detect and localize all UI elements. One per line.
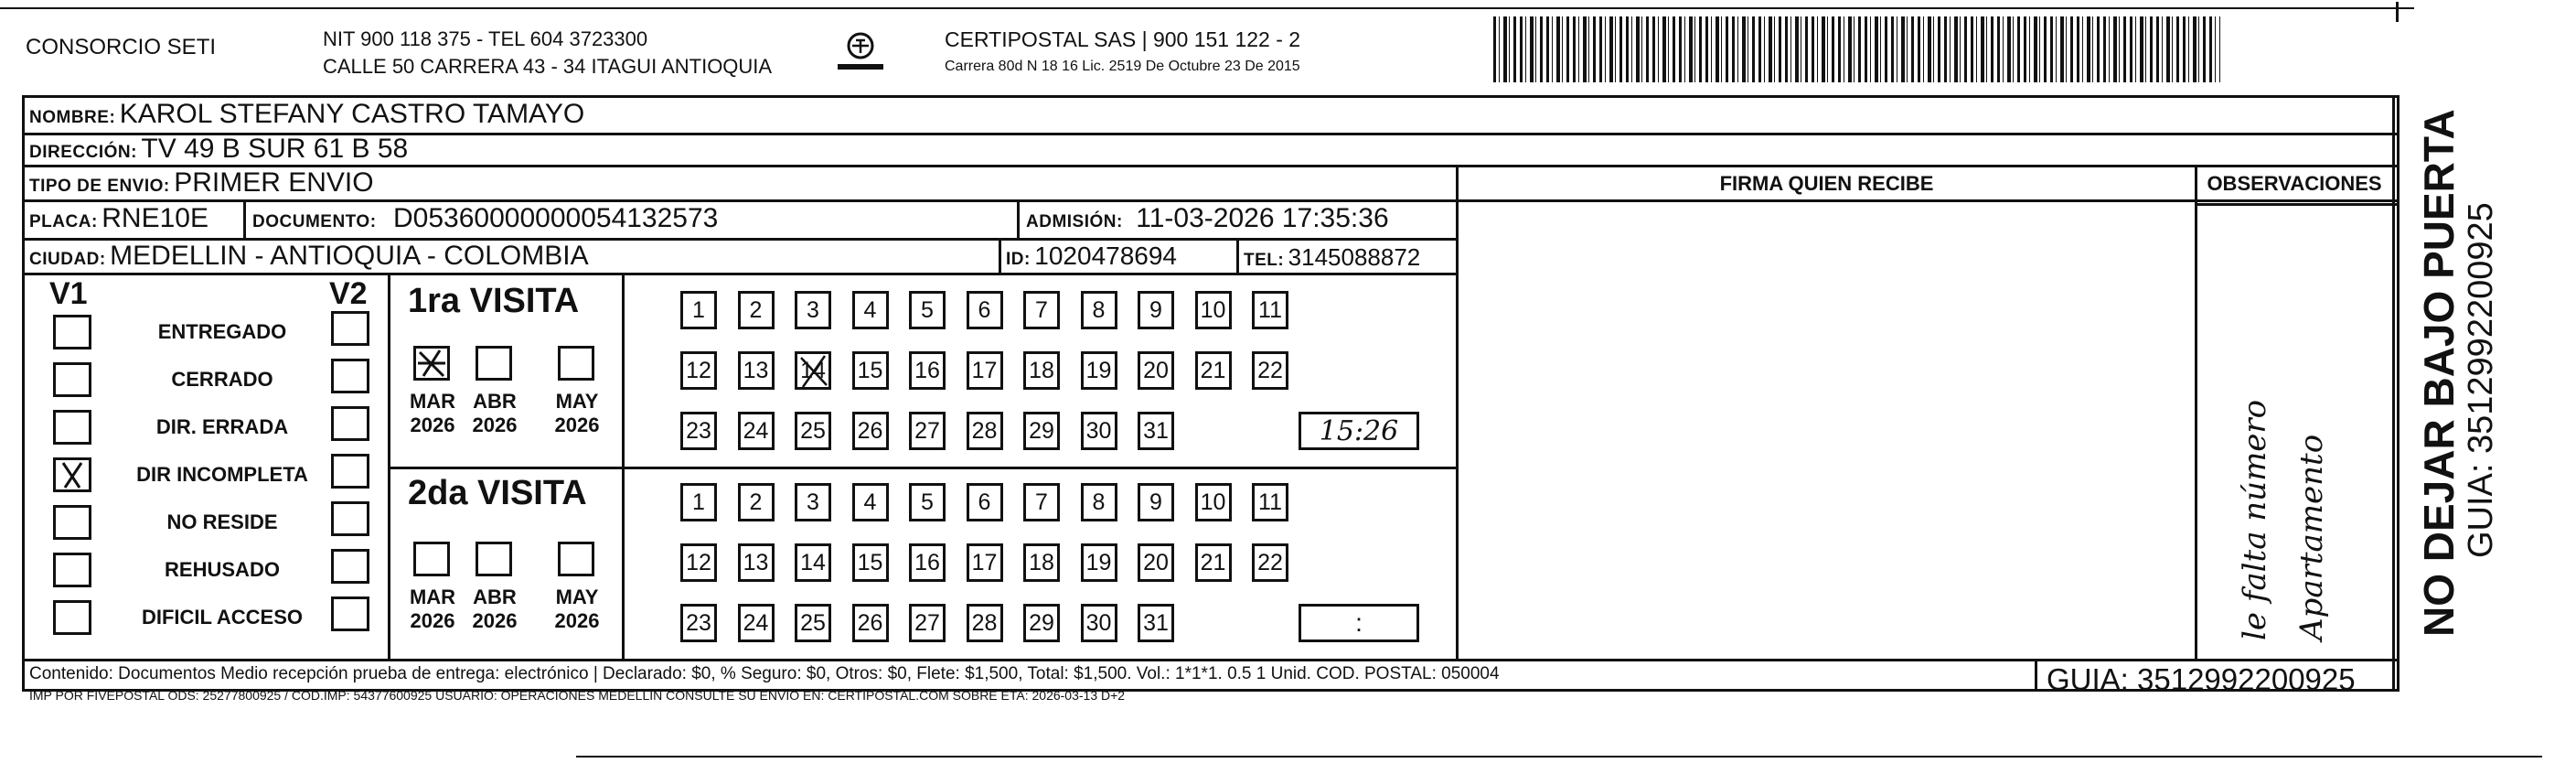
- row-line: [22, 199, 2400, 202]
- visit2-day-box[interactable]: [967, 543, 1003, 582]
- day-number: 28: [971, 609, 998, 636]
- visit2-day-box[interactable]: [967, 483, 1003, 521]
- footer-contenido: Contenido: Documentos Medio recepción prueba de entrega: electrónico | Declarado: $0, % Seguro: $0, Otros: $0, Flete: $1,500, Total: $1,500. Vol.: 1*1*1. 0.5 1 Unid. COD. POSTAL: 050004: [29, 664, 1500, 683]
- day-number: 13: [743, 549, 769, 575]
- admision-label: ADMISIÓN:: [1026, 212, 1123, 231]
- visit1-day-box[interactable]: [1081, 291, 1117, 329]
- day-number: 8: [1092, 489, 1106, 515]
- observaciones-note-1: le falta número: [2237, 399, 2273, 640]
- visit2-day-box[interactable]: [909, 604, 946, 642]
- col-line: [2195, 165, 2197, 659]
- visit2-day-box[interactable]: [1252, 543, 1288, 582]
- col-line: [2035, 659, 2037, 692]
- visit2-day-box[interactable]: [1081, 483, 1117, 521]
- visit2-day-box[interactable]: [680, 604, 717, 642]
- direccion-label: DIRECCIÓN:: [29, 143, 137, 162]
- day-number: 16: [914, 549, 940, 575]
- admision-value: 11-03-2026 17:35:36: [1136, 203, 1389, 233]
- visit1-day-box[interactable]: [967, 351, 1003, 390]
- tel-row: [1244, 243, 1420, 272]
- visit2-day-box[interactable]: [1023, 604, 1060, 642]
- side-guia: GUIA: 3512992200925: [2462, 202, 2500, 558]
- visit1-month-checkbox[interactable]: [476, 346, 512, 381]
- visit1-day-box[interactable]: [967, 412, 1003, 450]
- v2-checkbox[interactable]: [331, 406, 369, 441]
- row-line: [22, 165, 2400, 167]
- v1-checkbox[interactable]: [53, 457, 91, 492]
- day-number: 9: [1149, 489, 1162, 515]
- license-line: Carrera 80d N 18 16 Lic. 2519 De Octubre 23 De 2015: [945, 59, 1300, 74]
- observaciones-note-2: Apartamento: [2293, 434, 2330, 640]
- ciudad-value: MEDELLIN - ANTIOQUIA - COLOMBIA: [110, 241, 589, 271]
- documento-label: DOCUMENTO:: [252, 212, 377, 231]
- visit1-day-box[interactable]: [967, 291, 1003, 329]
- day-number: 25: [800, 417, 826, 444]
- day-number: 27: [914, 609, 940, 636]
- reason-label: ENTREGADO: [157, 320, 287, 343]
- day-number: 4: [863, 489, 877, 515]
- day-number: 2: [749, 489, 763, 515]
- visit2-day-box[interactable]: [795, 543, 831, 582]
- day-number: 23: [686, 417, 711, 444]
- day-number: 6: [978, 296, 991, 323]
- day-number: 4: [863, 296, 877, 323]
- visit2-day-box[interactable]: [852, 604, 889, 642]
- visit1-day-box[interactable]: [680, 351, 717, 390]
- reason-label: DIR INCOMPLETA: [136, 463, 308, 486]
- year-label: 2026: [410, 414, 455, 436]
- day-number: 24: [743, 417, 769, 444]
- visit2-day-box[interactable]: [1138, 483, 1174, 521]
- admision-row: [1026, 203, 1389, 234]
- documento-row: [252, 203, 718, 234]
- nombre-value: KAROL STEFANY CASTRO TAMAYO: [119, 99, 585, 129]
- day-number: 22: [1257, 549, 1283, 575]
- col-line: [1456, 165, 1459, 659]
- reason-label: CERRADO: [171, 368, 273, 391]
- col-line: [999, 238, 1001, 273]
- month-label: MAY: [555, 390, 599, 413]
- day-number: 18: [1029, 549, 1054, 575]
- day-number: 3: [807, 296, 819, 323]
- visit1-month-checkbox[interactable]: [413, 346, 450, 381]
- visit2-day-box[interactable]: [1023, 483, 1060, 521]
- v1-checkbox[interactable]: [53, 505, 91, 540]
- day-number: 3: [807, 489, 819, 515]
- visit1-day-box[interactable]: [1081, 412, 1117, 450]
- visit2-day-box[interactable]: [1252, 483, 1288, 521]
- day-number: 16: [914, 357, 940, 383]
- day-number: 10: [1200, 489, 1226, 515]
- day-number: 31: [1143, 417, 1169, 444]
- visit1-day-box[interactable]: [909, 291, 946, 329]
- reason-label: NO RESIDE: [166, 510, 278, 533]
- v2-checkbox[interactable]: [331, 311, 369, 346]
- day-number: 7: [1035, 489, 1048, 515]
- visit1-month-checkbox[interactable]: [558, 346, 594, 381]
- year-label: 2026: [410, 609, 455, 632]
- day-number: 5: [921, 296, 934, 323]
- v1-checkbox[interactable]: [53, 315, 91, 349]
- id-value: 1020478694: [1034, 242, 1178, 270]
- year-label: 2026: [554, 414, 600, 436]
- nombre-label: NOMBRE:: [29, 108, 116, 127]
- day-number: 27: [914, 417, 940, 444]
- v2-checkbox[interactable]: [331, 454, 369, 489]
- visit2-day-box[interactable]: [680, 543, 717, 582]
- row-line: [2195, 203, 2400, 206]
- tipo-row: [29, 167, 374, 199]
- visit1-day-box[interactable]: [1023, 412, 1060, 450]
- day-number: 13: [743, 357, 769, 383]
- certipostal-logo: [834, 31, 887, 79]
- day-number: 12: [686, 549, 711, 575]
- v1-checkbox[interactable]: [53, 600, 91, 635]
- col-line: [1236, 238, 1239, 273]
- checkmark-icon: [416, 349, 447, 378]
- placa-row: [29, 203, 208, 234]
- visit2-time-box[interactable]: [1299, 604, 1419, 642]
- bottom-scan-line: [576, 756, 2542, 758]
- day-number: 5: [921, 489, 934, 515]
- visit2-day-box[interactable]: [680, 483, 717, 521]
- visit2-day-box[interactable]: [738, 543, 775, 582]
- checkmark-icon: [56, 460, 89, 489]
- year-label: 2026: [472, 414, 518, 436]
- placa-label: PLACA:: [29, 212, 98, 231]
- visit2-day-box[interactable]: [795, 483, 831, 521]
- day-number: 9: [1149, 296, 1162, 323]
- day-number: 31: [1143, 609, 1169, 636]
- v1-checkbox[interactable]: [53, 410, 91, 445]
- visit1-day-box[interactable]: [738, 412, 775, 450]
- visit1-day-box[interactable]: [1252, 291, 1288, 329]
- visit2-day-box[interactable]: [795, 604, 831, 642]
- month-label: ABR: [473, 390, 517, 413]
- visit2-day-box[interactable]: [738, 604, 775, 642]
- month-label: MAR: [409, 390, 456, 413]
- tipo-label: TIPO DE ENVIO:: [29, 177, 170, 196]
- footer-guia: GUIA: 3512992200925: [2047, 662, 2356, 696]
- day-number: 19: [1085, 549, 1112, 575]
- visit2-day-box[interactable]: [852, 483, 889, 521]
- visit1-day-box[interactable]: [1252, 351, 1288, 390]
- month-label: MAY: [555, 586, 599, 608]
- top-divider-tick: [2396, 2, 2399, 22]
- visit1-day-box[interactable]: [1023, 351, 1060, 390]
- visit2-day-box[interactable]: [1081, 543, 1117, 582]
- day-number: 18: [1029, 357, 1054, 383]
- visit2-day-box[interactable]: [738, 483, 775, 521]
- visit1-day-box[interactable]: [852, 351, 889, 390]
- day-number: 6: [978, 489, 991, 515]
- visit2-day-box[interactable]: [1195, 483, 1232, 521]
- day-number: 29: [1029, 417, 1054, 444]
- visit2-day-box[interactable]: [1023, 543, 1060, 582]
- col-line: [1017, 199, 1020, 238]
- visit1-day-box[interactable]: [1195, 351, 1232, 390]
- day-number: 21: [1200, 549, 1226, 575]
- day-number: 30: [1085, 417, 1112, 444]
- year-label: 2026: [554, 609, 600, 632]
- top-border: [0, 7, 2414, 9]
- day-number: 25: [800, 609, 826, 636]
- day-number: 11: [1258, 489, 1282, 515]
- visit1-day-box[interactable]: [909, 412, 946, 450]
- id-label: ID:: [1006, 250, 1031, 269]
- visit1-day-box[interactable]: [795, 291, 831, 329]
- day-number: 29: [1029, 609, 1054, 636]
- visit1-day-box[interactable]: [738, 291, 775, 329]
- visit1-day-box[interactable]: [795, 412, 831, 450]
- day-number: 21: [1200, 357, 1226, 383]
- id-row: [1006, 242, 1177, 271]
- day-number: 2: [749, 296, 763, 323]
- visit2-day-box[interactable]: [1138, 543, 1174, 582]
- visit2-day-box[interactable]: [1195, 543, 1232, 582]
- nit-line: NIT 900 118 375 - TEL 604 3723300: [323, 27, 648, 50]
- footer-imp: IMP POR FIVEPOSTAL ODS: 25277800925 / COD.IMP: 54377600925 USUARIO: OPERACIONES MEDELLIN CONSULTE SU ENVIO EN: CERTIPOSTAL.COM SOBRE ETA: 2026-03-13 D+2: [29, 688, 1126, 703]
- visit1-day-box[interactable]: [909, 351, 946, 390]
- day-number: 22: [1257, 357, 1283, 383]
- visit2-title: 2da VISITA: [408, 474, 587, 512]
- v1-label: V1: [49, 276, 88, 311]
- certipostal-line: CERTIPOSTAL SAS | 900 151 122 - 2: [945, 27, 1301, 51]
- visit2-month-checkbox[interactable]: [476, 542, 512, 576]
- visit2-day-box[interactable]: [1081, 604, 1117, 642]
- visit1-day-box[interactable]: [852, 412, 889, 450]
- documento-value: D05360000000054132573: [393, 203, 719, 233]
- day-number: 14: [800, 357, 826, 383]
- visit2-month-checkbox[interactable]: [413, 542, 450, 576]
- placa-value: RNE10E: [102, 203, 208, 233]
- day-number: 11: [1258, 296, 1282, 323]
- visit2-month-checkbox[interactable]: [558, 542, 594, 576]
- v1-checkbox[interactable]: [53, 553, 91, 587]
- visit1-day-box[interactable]: [680, 291, 717, 329]
- day-number: 7: [1035, 296, 1048, 323]
- tipo-value: PRIMER ENVIO: [174, 167, 374, 198]
- v2-label: V2: [329, 276, 368, 311]
- visit2-day-box[interactable]: [909, 543, 946, 582]
- day-number: 1: [692, 296, 705, 323]
- v2-checkbox[interactable]: [331, 549, 369, 584]
- side-warning: NO DEJAR BAJO PUERTA: [2415, 109, 2463, 637]
- ciudad-label: CIUDAD:: [29, 250, 106, 269]
- day-number: 17: [971, 549, 998, 575]
- day-number: 23: [686, 609, 711, 636]
- day-number: 26: [857, 609, 883, 636]
- visit2-time: :: [1355, 608, 1363, 637]
- day-number: 15: [857, 357, 883, 383]
- day-number: 12: [686, 357, 711, 383]
- visit1-day-box[interactable]: [1138, 291, 1174, 329]
- row-line: [388, 467, 1456, 469]
- visit2-day-box[interactable]: [909, 483, 946, 521]
- day-number: 28: [971, 417, 998, 444]
- tel-value: 3145088872: [1288, 243, 1421, 271]
- address-line: CALLE 50 CARRERA 43 - 34 ITAGUI ANTIOQUIA: [323, 55, 773, 78]
- day-number: 20: [1143, 357, 1169, 383]
- month-label: ABR: [473, 586, 517, 608]
- day-number: 10: [1200, 296, 1226, 323]
- day-number: 24: [743, 609, 769, 636]
- visit1-day-box[interactable]: [738, 351, 775, 390]
- reason-label: DIFICIL ACCESO: [141, 606, 303, 629]
- row-line: [22, 273, 1458, 275]
- col-line: [388, 273, 390, 659]
- visit2-day-box[interactable]: [1138, 604, 1174, 642]
- v2-checkbox[interactable]: [331, 596, 369, 631]
- visit1-day-box[interactable]: [1195, 291, 1232, 329]
- visit1-time-box[interactable]: [1299, 412, 1419, 450]
- day-number: 30: [1085, 609, 1112, 636]
- checkmark-icon: [797, 354, 830, 389]
- day-number: 20: [1143, 549, 1169, 575]
- visit1-day-box[interactable]: [795, 351, 831, 390]
- reason-label: REHUSADO: [165, 558, 280, 581]
- visit1-title: 1ra VISITA: [408, 282, 580, 320]
- visit1-day-box[interactable]: [680, 412, 717, 450]
- direccion-row: [29, 134, 408, 165]
- barcode: [1493, 16, 2220, 82]
- visit1-day-box[interactable]: [1138, 351, 1174, 390]
- row-line: [22, 659, 2400, 661]
- v2-checkbox[interactable]: [331, 359, 369, 393]
- visit1-day-box[interactable]: [852, 291, 889, 329]
- day-number: 1: [692, 489, 705, 515]
- day-number: 26: [857, 417, 883, 444]
- col-line: [2392, 95, 2395, 692]
- day-number: 15: [857, 549, 883, 575]
- year-label: 2026: [472, 609, 518, 632]
- day-number: 19: [1085, 357, 1112, 383]
- visit1-time: 15:26: [1319, 414, 1399, 447]
- nombre-row: [29, 99, 584, 130]
- ciudad-row: [29, 241, 589, 272]
- v1-checkbox[interactable]: [53, 362, 91, 397]
- col-line: [243, 199, 246, 238]
- visit1-day-box[interactable]: [1023, 291, 1060, 329]
- v2-checkbox[interactable]: [331, 501, 369, 536]
- tel-label: TEL:: [1244, 251, 1285, 270]
- visit1-day-box[interactable]: [1138, 412, 1174, 450]
- direccion-value: TV 49 B SUR 61 B 58: [141, 134, 409, 164]
- day-number: 14: [800, 549, 826, 575]
- visit1-day-box[interactable]: [1081, 351, 1117, 390]
- col-line: [622, 273, 625, 659]
- observaciones-label: OBSERVACIONES: [2207, 172, 2382, 195]
- month-label: MAR: [409, 586, 456, 608]
- day-number: 17: [971, 357, 998, 383]
- company-name: CONSORCIO SETI: [26, 35, 217, 59]
- reason-label: DIR. ERRADA: [155, 415, 289, 438]
- visit2-day-box[interactable]: [852, 543, 889, 582]
- day-number: 8: [1092, 296, 1106, 323]
- firma-label: FIRMA QUIEN RECIBE: [1719, 172, 1934, 195]
- visit2-day-box[interactable]: [967, 604, 1003, 642]
